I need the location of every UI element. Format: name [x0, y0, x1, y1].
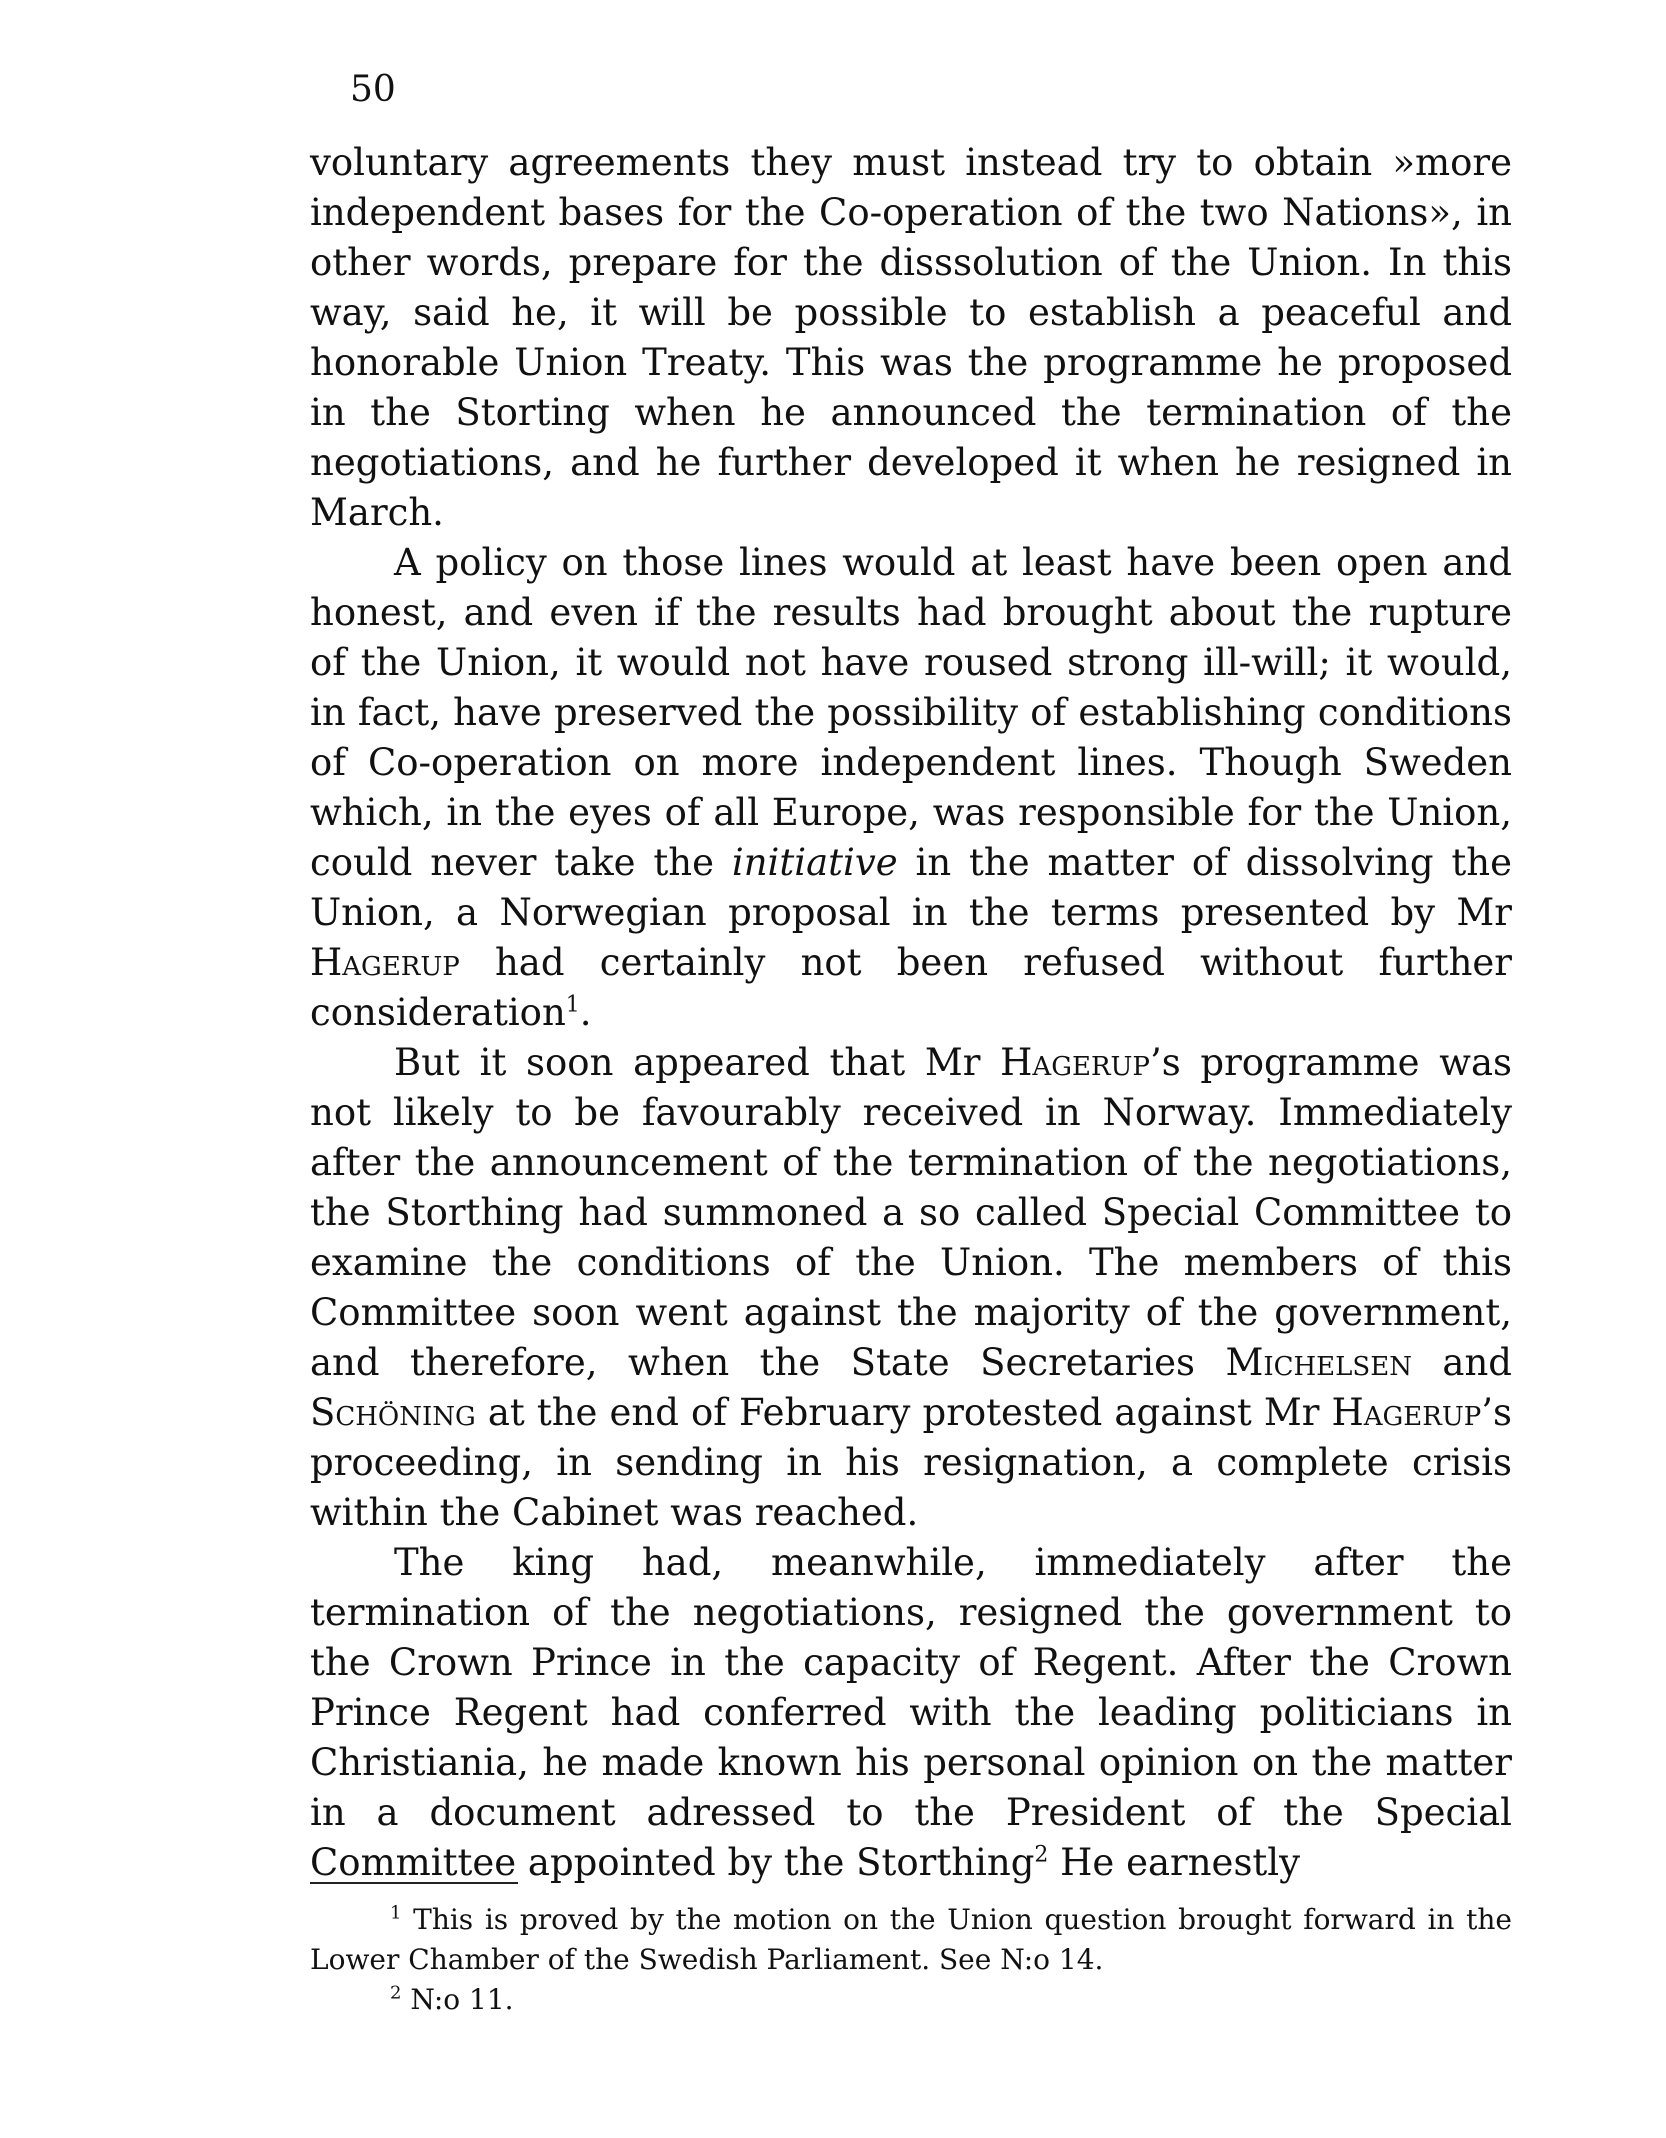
footnote-divider	[310, 1882, 518, 1884]
text-run: A policy on those lines would at least have been open and honest, and even if the results had brought about the rupture of the Union, it would not have roused strong ill-will; it would, in fact, have preserved the possibility of establishing conditions of Co-operation on more independent lines. Though Sweden which, in the eyes of all Europe, was responsible for the Union, could never take the	[310, 541, 1512, 884]
footnote	[310, 1980, 1512, 2020]
footnote-reference: 2	[1034, 1842, 1049, 1868]
text-run: at the end of February protested against Mr	[475, 1391, 1332, 1434]
text-run: in the matter of dissolving the Union, a Norwegian proposal in the terms presented by Mr	[310, 841, 1512, 934]
footnote-text: This is proved by the motion on the Union question brought forward in the Lower Chamber of the Swedish Parliament. See N:o 14.	[310, 1903, 1512, 1976]
text-run: and	[1411, 1341, 1512, 1384]
footnote-text: N:o 11.	[410, 1983, 514, 2016]
text-run: voluntary agreements they must instead try to obtain »more independent bases for the Co-operation of the two Nations», in other words, prepare for the disssolution of the Union. In this way, said he, it will be possible to establish a peaceful and honorable Union Treaty. This was the programme he proposed in the Storting when he announced the termination of the negotiations, and he further developed it when he resigned in March.	[310, 141, 1512, 534]
text-run: .	[579, 991, 592, 1034]
paragraph	[310, 1538, 1512, 1888]
person-name: Hagerup	[1000, 1041, 1150, 1084]
person-name: Hagerup	[310, 941, 460, 984]
paragraph	[310, 538, 1512, 1038]
body-text	[310, 138, 1512, 1888]
text-run: But it soon appeared that Mr	[394, 1041, 1001, 1084]
text-run: ’s programme was not likely to be favourably received in Norway. Immediately after the announcement of the termination of the negotiations, the Storthing had summoned a so called Special Committee to examine the conditions of the Union. The members of this Committee soon went against the majority of the government, and therefore, when the State Secretaries	[310, 1041, 1512, 1384]
text-run: had certainly not been refused without further consideration	[310, 941, 1512, 1034]
person-name: Schöning	[310, 1391, 476, 1434]
emphasis: initiative	[731, 841, 898, 884]
person-name: Michelsen	[1225, 1341, 1412, 1384]
footnotes	[310, 1900, 1512, 2020]
person-name: Hagerup	[1331, 1391, 1482, 1434]
paragraph	[310, 138, 1512, 538]
text-run: He earnestly	[1048, 1841, 1301, 1884]
text-run: The king had, meanwhile, immediately after the termination of the negotiations, resigned the government to the Crown Prince in the capacity of Regent. After the Crown Prince Regent had conferred with the leading politicians in Christiania, he made known his personal opinion on the matter in a document adressed to the President of the Special Committee appointed by the Storthing	[310, 1541, 1512, 1884]
footnote	[310, 1900, 1512, 1980]
page-number: 50	[350, 69, 396, 110]
paragraph	[310, 1038, 1512, 1538]
footnote-marker: 2	[390, 1982, 402, 2004]
footnote-reference: 1	[565, 992, 580, 1018]
footnote-marker: 1	[390, 1902, 402, 1924]
text-run: ’s proceeding, in sending in his resignation, a complete crisis within the Cabinet was reached.	[310, 1391, 1512, 1534]
